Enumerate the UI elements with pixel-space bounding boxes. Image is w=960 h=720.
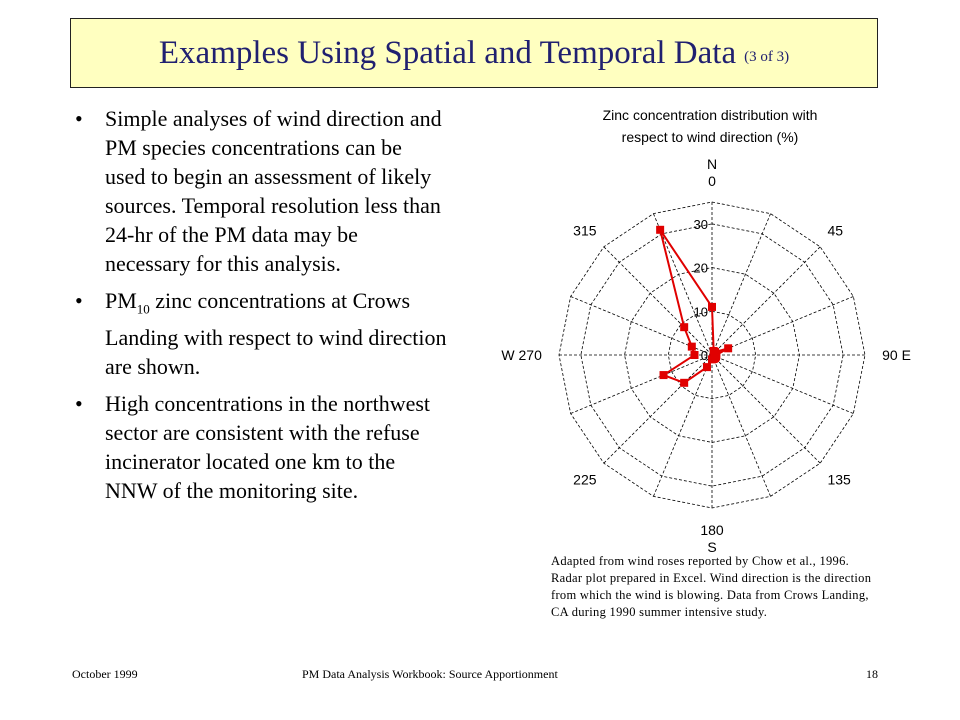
bullet-list <box>75 104 447 513</box>
radar-data-point <box>680 379 688 387</box>
radar-data-point <box>691 351 699 359</box>
angle-label: 135 <box>827 471 851 488</box>
radar-spoke <box>712 355 853 414</box>
radial-tick-label: 20 <box>693 260 708 276</box>
radar-data-point <box>680 323 688 331</box>
bullet-dot: • <box>75 391 83 417</box>
bullet-item <box>75 286 447 381</box>
bullet-text: Simple analyses of wind direction and PM species concentrations can be used to begin an assessment of likely sources. Temporal resolution less than 24-hr of the PM data may be necessary for this analysis. <box>105 106 442 276</box>
bullet-text: High concentrations in the northwest sector are consistent with the refuse incinerator located one km to the NNW of the monitoring site. <box>105 391 431 504</box>
radar-spoke <box>712 296 853 355</box>
radar-data-point <box>656 226 664 234</box>
radar-spoke <box>712 214 771 355</box>
bullet-dot: • <box>75 288 83 313</box>
angle-label: 45 <box>827 222 844 239</box>
bullet-dot: • <box>75 106 83 131</box>
chart-title-line: respect to wind direction (%) <box>621 129 799 145</box>
radar-spoke <box>712 247 820 355</box>
angle-label: 180 <box>700 522 724 539</box>
radial-tick-label: 30 <box>693 216 708 232</box>
footer-title: PM Data Analysis Workbook: Source Apportionment <box>302 667 558 681</box>
radar-spoke <box>712 355 820 463</box>
radar-chart <box>500 155 920 556</box>
radar-spoke <box>604 355 712 463</box>
radar-data-point <box>688 343 696 351</box>
source-note: Adapted from wind roses reported by Chow et al., 1996. Radar plot prepared in Excel. Wind direction is the direction from which the wind is blowing. Data from Crows Landing, CA during 1990 summer intensive study. <box>551 554 872 619</box>
angle-label: N <box>706 155 718 172</box>
angle-label: 225 <box>573 471 597 488</box>
radial-tick-label: 0 <box>700 348 708 363</box>
radar-data-point <box>708 303 716 311</box>
bullet-item <box>75 104 447 278</box>
angle-label: 315 <box>573 222 597 239</box>
angle-label: 0 <box>708 172 716 189</box>
radar-spoke <box>712 355 771 496</box>
chart-title <box>540 104 880 148</box>
radar-data-point <box>660 371 668 379</box>
radar-spoke <box>571 355 712 414</box>
bullet-text-pm-subscript: 10 <box>136 301 150 317</box>
slide-title: Examples Using Spatial and Temporal Data <box>158 34 737 71</box>
footer-date: October 1999 <box>72 667 138 681</box>
bullet-item <box>75 389 447 505</box>
angle-label: S <box>707 539 717 556</box>
footer-page-number: 18 <box>866 667 878 681</box>
slide-title-suffix: (3 of 3) <box>744 48 790 65</box>
bullet-text-pm-suffix: zinc concentrations at Crows Landing with respect to wind direction are shown. <box>105 288 447 380</box>
radar-data-point <box>708 355 716 363</box>
chart-title-line: Zinc concentration distribution with <box>602 107 818 123</box>
angle-label: W 270 <box>501 347 542 363</box>
radar-data-point <box>703 363 711 371</box>
bullet-text-pm-prefix: PM <box>105 288 137 313</box>
radar-data-point <box>724 344 732 352</box>
title-banner <box>70 18 878 88</box>
radial-tick-label: 10 <box>693 304 708 320</box>
angle-label: 90 E <box>882 347 911 363</box>
